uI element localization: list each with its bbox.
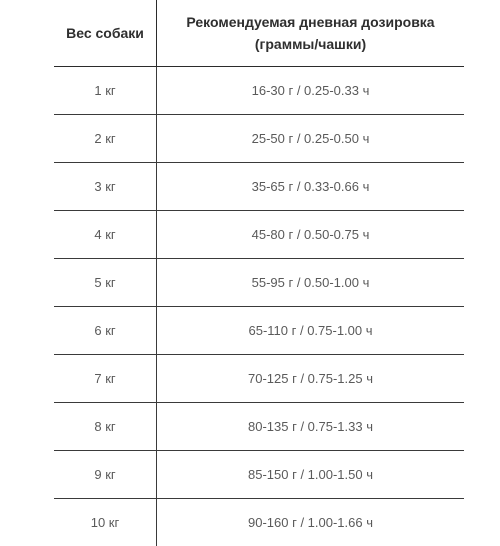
table-row (54, 451, 464, 499)
table-header (54, 0, 464, 67)
weight-cell: 9 кг (54, 451, 157, 498)
table-row (54, 259, 464, 307)
dosage-table (54, 0, 464, 546)
weight-cell: 6 кг (54, 307, 157, 354)
table-row (54, 67, 464, 115)
dosage-cell: 90-160 г / 1.00-1.66 ч (248, 515, 373, 530)
weight-cell: 4 кг (54, 211, 157, 258)
dosage-cell: 65-110 г / 0.75-1.00 ч (248, 323, 373, 338)
header-daily-dosage: Рекомендуемая дневная дозировка (граммы/чашки) (186, 14, 435, 52)
dosage-cell: 45-80 г / 0.50-0.75 ч (251, 227, 370, 242)
table-row (54, 403, 464, 451)
table-row (54, 211, 464, 259)
weight-cell: 8 кг (54, 403, 157, 450)
table-row (54, 499, 464, 546)
weight-cell: 7 кг (54, 355, 157, 402)
table-row (54, 307, 464, 355)
table-row (54, 355, 464, 403)
dosage-cell: 80-135 г / 0.75-1.33 ч (248, 419, 373, 434)
table-row (54, 163, 464, 211)
weight-cell: 2 кг (54, 115, 157, 162)
header-dog-weight: Вес собаки (54, 0, 157, 66)
dosage-cell: 25-50 г / 0.25-0.50 ч (251, 131, 370, 146)
dosage-cell: 70-125 г / 0.75-1.25 ч (248, 371, 373, 386)
weight-cell: 3 кг (54, 163, 157, 210)
table-body (54, 67, 464, 546)
weight-cell: 1 кг (54, 67, 157, 114)
weight-cell: 5 кг (54, 259, 157, 306)
dosage-cell: 35-65 г / 0.33-0.66 ч (251, 179, 370, 194)
weight-cell: 10 кг (54, 499, 157, 546)
table-row (54, 115, 464, 163)
dosage-cell: 85-150 г / 1.00-1.50 ч (248, 467, 373, 482)
dosage-cell: 16-30 г / 0.25-0.33 ч (251, 83, 370, 98)
dosage-cell: 55-95 г / 0.50-1.00 ч (251, 275, 370, 290)
